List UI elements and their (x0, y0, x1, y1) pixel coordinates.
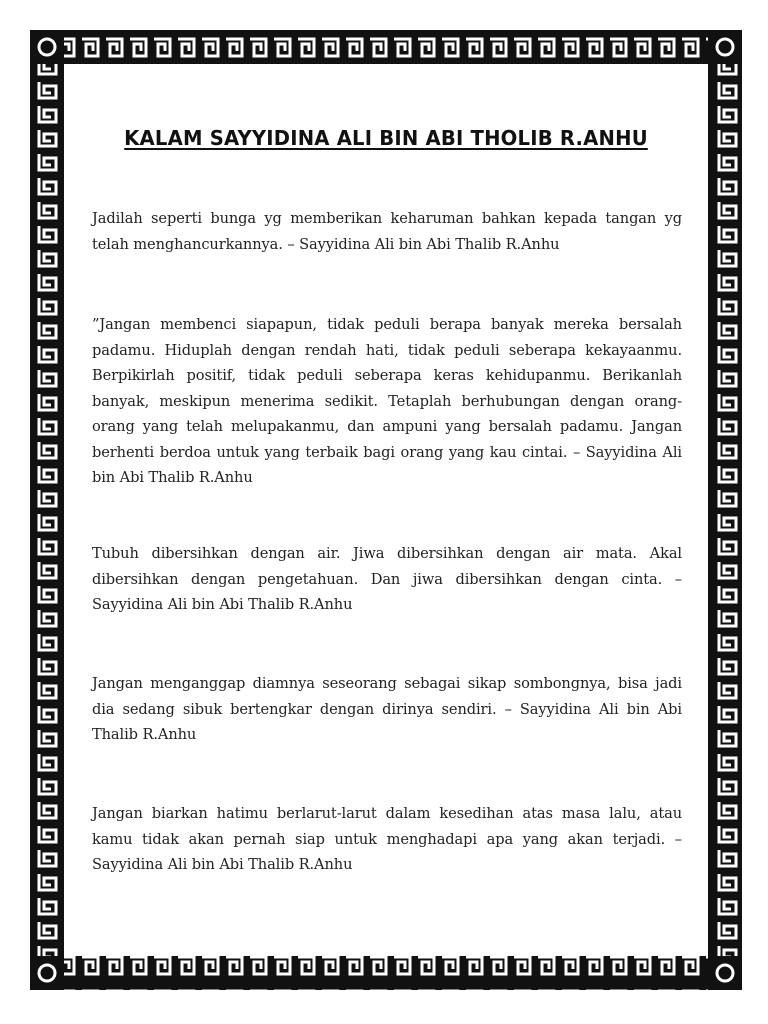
greek-key-border-frame (30, 30, 742, 990)
quote-paragraph: Jangan menganggap diamnya seseorang sebagai sikap sombongnya, bisa jadi dia sedang sibuk bertengkar dengan dirinya sendiri. – Sayyidina Ali bin Abi Thalib R.Anhu (92, 675, 682, 743)
quote-paragraph: Jangan biarkan hatimu berlarut-larut dalam kesedihan atas masa lalu, atau kamu tidak akan pernah siap untuk menghadapi apa yang akan terjadi. – Sayyidina Ali bin Abi Thalib R.Anhu (92, 805, 682, 873)
ring-corner-icon (717, 965, 733, 981)
ring-corner-icon (39, 39, 55, 55)
ring-corner-icon (717, 39, 733, 55)
page-title: KALAM SAYYIDINA ALI BIN ABI THOLIB R.ANHU (124, 126, 648, 150)
quote-paragraph: Jadilah seperti bunga yg memberikan keharuman bahkan kepada tangan yg telah menghancurkannya. – Sayyidina Ali bin Abi Thalib R.Anhu (92, 210, 682, 253)
quote-paragraph: ”Jangan membenci siapapun, tidak peduli berapa banyak mereka bersalah padamu. Hiduplah dengan rendah hati, tidak peduli seberapa kekayaanmu. Berpikirlah positif, tidak peduli seberapa keras kehidupanmu. Berikanlah banyak, meskipun menerima sedikit. Tetaplah berhubungan dengan orang-orang yang telah melupakanmu, dan ampuni yang bersalah padamu. Jangan berhenti berdoa untuk yang terbaik bagi orang yang kau cintai. – Sayyidina Ali bin Abi Thalib R.Anhu (92, 316, 682, 486)
ring-corner-icon (39, 965, 55, 981)
page-content (64, 64, 708, 956)
quote-paragraph: Tubuh dibersihkan dengan air. Jiwa dibersihkan dengan air mata. Akal dibersihkan dengan pengetahuan. Dan jiwa dibersihkan dengan cinta. – Sayyidina Ali bin Abi Thalib R.Anhu (92, 545, 682, 613)
